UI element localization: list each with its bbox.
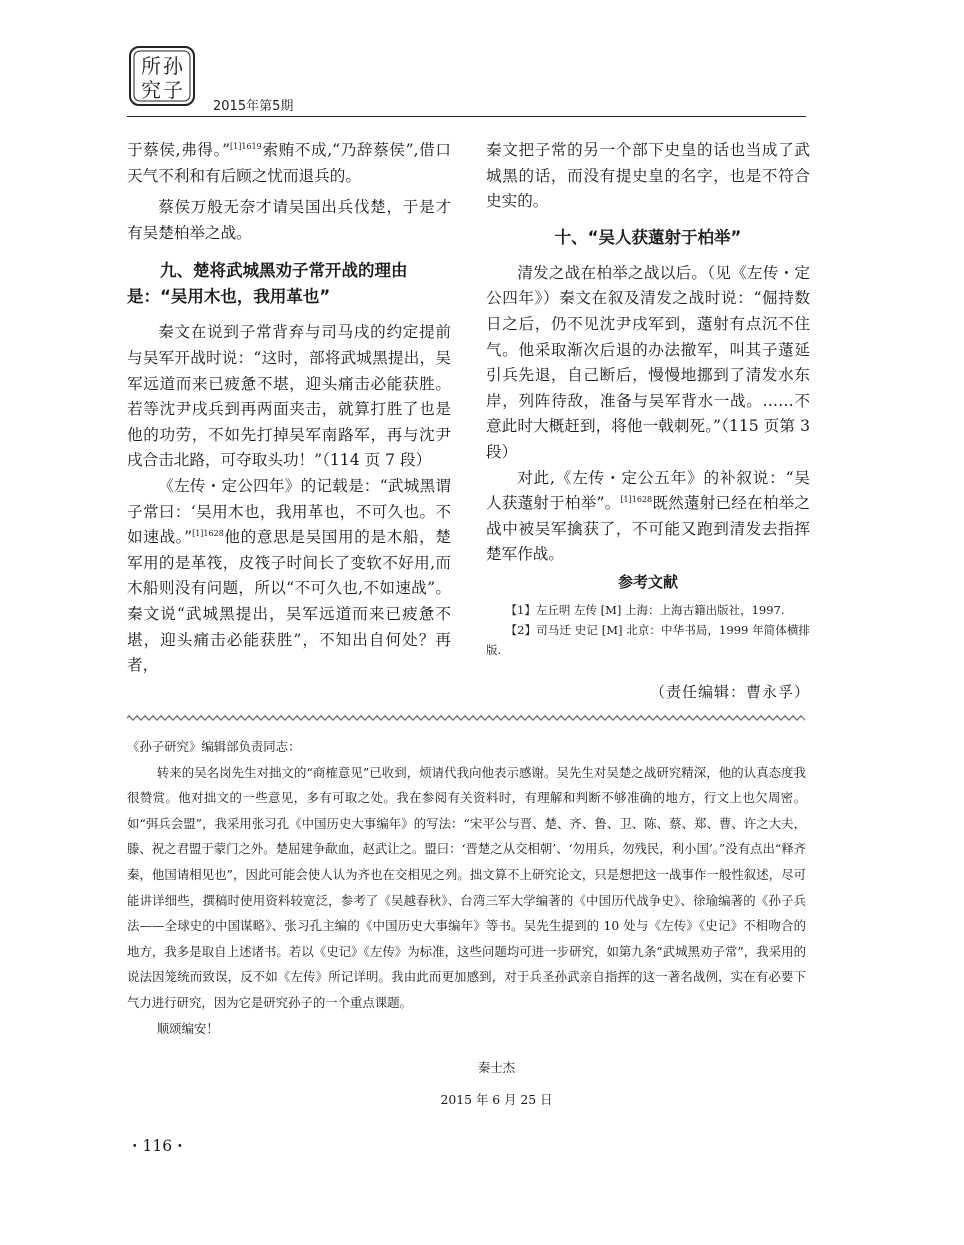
references-list: [486, 600, 810, 660]
wavy-divider: [127, 715, 806, 721]
paragraph: 《左传・定公四年》的记载是：“武城黑谓子常曰：‘吴用木也，我用革也，不可久也。不如速战。”$^{[1]1628}$他的意思是吴国用的是木船，楚军用的是革筏，皮筏子时间长了变软不好用,而木船则没有问题，所以“不可久也,不如速战”。秦文说“武城黑提出，吴军远道而来已疲惫不堪，迎头痛击必能获胜”，不知出自何处？再者，: [127, 476, 451, 675]
left-column: [127, 138, 451, 679]
journal-logo: [127, 44, 197, 108]
letter-body: 转来的吴名岗先生对拙文的“商榷意见”已收到，烦请代我向他表示感谢。吴先生对吴楚之战研究精深，他的认真态度我很赞赏。他对拙文的一些意见，多有可取之处。我在参阅有关资料时，有理解和判断不够准确的地方，行文上也欠周密。如“弭兵会盟”，我采用张习孔《中国历史大事编年》的写法：“宋平公与晋、楚、齐、鲁、卫、陈、蔡、郑、曹、许之大夫，滕、祝之君盟于蒙门之外。楚屈建争歃血，赵武让之。盟曰：‘晋楚之从交相朝’、‘勿用兵，勿残民，利小国’。”没有点出“释齐秦，他国请相见也”，因此可能会使人认为齐也在交相见之列。拙文算不上研究论文，只是想把这一战事作一般性叙述，尽可能讲详细些，撰稿时使用资料较宽泛，参考了《吴越春秋》、台湾三军大学编著的《中国历代战争史》、徐瑜编著的《孙子兵法——全球史的中国谋略》、张习孔主编的《中国历史大事编年》等书。吴先生提到的 10 处与《左传》《史记》不相吻合的地方，我多是取自上述诸书。若以《史记》《左传》为标准，这些问题均可进一步研究，如第九条“武城黑劝子常”，我采用的说法因笼统而致误，反不如《左传》所记详明。我由此而更加感到，对于兵圣孙武亲自指挥的这一著名战例，实在有必要下气力进行研究，因为它是研究孙子的一个重点课题。: [127, 764, 806, 1010]
section-heading-10: 十、“吴人获薳射于柏举”: [554, 227, 742, 247]
references-heading: 参考文献: [617, 572, 678, 591]
paragraph: 对此,《左传・定公五年》的补叙说：“吴人获薳射于柏举”。$^{[1]1628}$既然薳射已经在柏举之战中被吴军擒获了，不可能又跑到清发去指挥楚军作战。: [486, 468, 810, 564]
responsible-editor: （责任编辑：曹永孚）: [649, 682, 810, 701]
citation: [1]1628: [192, 528, 224, 538]
section-heading-9: 九、楚将武城黑劝子常开战的理由是：“吴用木也，我用革也”: [127, 261, 408, 307]
page-number: ・116・: [127, 1137, 188, 1155]
header-divider: [127, 116, 806, 117]
letter-salutation: 《孙子研究》编辑部负责同志：: [127, 739, 301, 754]
paragraph: 于蔡侯,弗得。”$^{[1]1619}$索贿不成,“乃辞蔡侯”,借口天气不利和有后顾之忧而退兵的。: [127, 141, 451, 185]
svg-text:孙: 孙: [163, 54, 183, 78]
paragraph: 清发之战在柏举之战以后。（见《左传・定公四年》）秦文在叙及清发之战时说：“倔持数日之后，仍不见沈尹戌军到，薳射有点沉不住气。他采取渐次后退的办法撤军，叫其子薳延引兵先退，自己断后，慢慢地挪到了清发水东岸，列阵待敌，准备与吴军背水一战。……不意此时大概赶到，将他一戟刺死。”（115 页第 3 段）: [486, 263, 810, 461]
letter-to-editors: [127, 734, 806, 1112]
svg-text:所: 所: [141, 54, 161, 78]
letter-closing: 顺颂编安！: [156, 1020, 219, 1036]
reference-item: 【1】左丘明 左传 [M] 上海：上海古籍出版社，1997.: [505, 602, 785, 617]
letter-date: 2015 年 6 月 25 日: [440, 1091, 553, 1107]
letter-signer: 秦士杰: [477, 1060, 516, 1076]
issue-label: 2015年第5期: [213, 99, 294, 114]
reference-item: 【2】司马迁 史记 [M] 北京：中华书局，1999 年简体横排版.: [486, 622, 810, 657]
citation: [1]1628: [620, 494, 653, 504]
right-column: [486, 138, 810, 705]
svg-text:子: 子: [163, 78, 183, 102]
paragraph: 秦文把子常的另一个部下史皇的话也当成了武城黑的话，而没有提史皇的名字，也是不符合史实的。: [486, 141, 810, 211]
citation: [1]1619: [230, 141, 262, 151]
paragraph: 蔡侯万般无奈才请吴国出兵伐楚，于是才有吴楚柏举之战。: [127, 198, 451, 242]
paragraph: 秦文在说到子常背弃与司马戌的约定提前与吴军开战时说：“这时，部将武城黑提出，吴军远道而来已疲惫不堪，迎头痛击必能获胜。若等沈尹戌兵到再两面夹击，就算打胜了也是他的功劳，不如先打掉吴军南路军，再与沈尹戌合击北路，可夺取头功！”（114 页 7 段）: [127, 323, 451, 470]
svg-text:究: 究: [141, 78, 161, 102]
